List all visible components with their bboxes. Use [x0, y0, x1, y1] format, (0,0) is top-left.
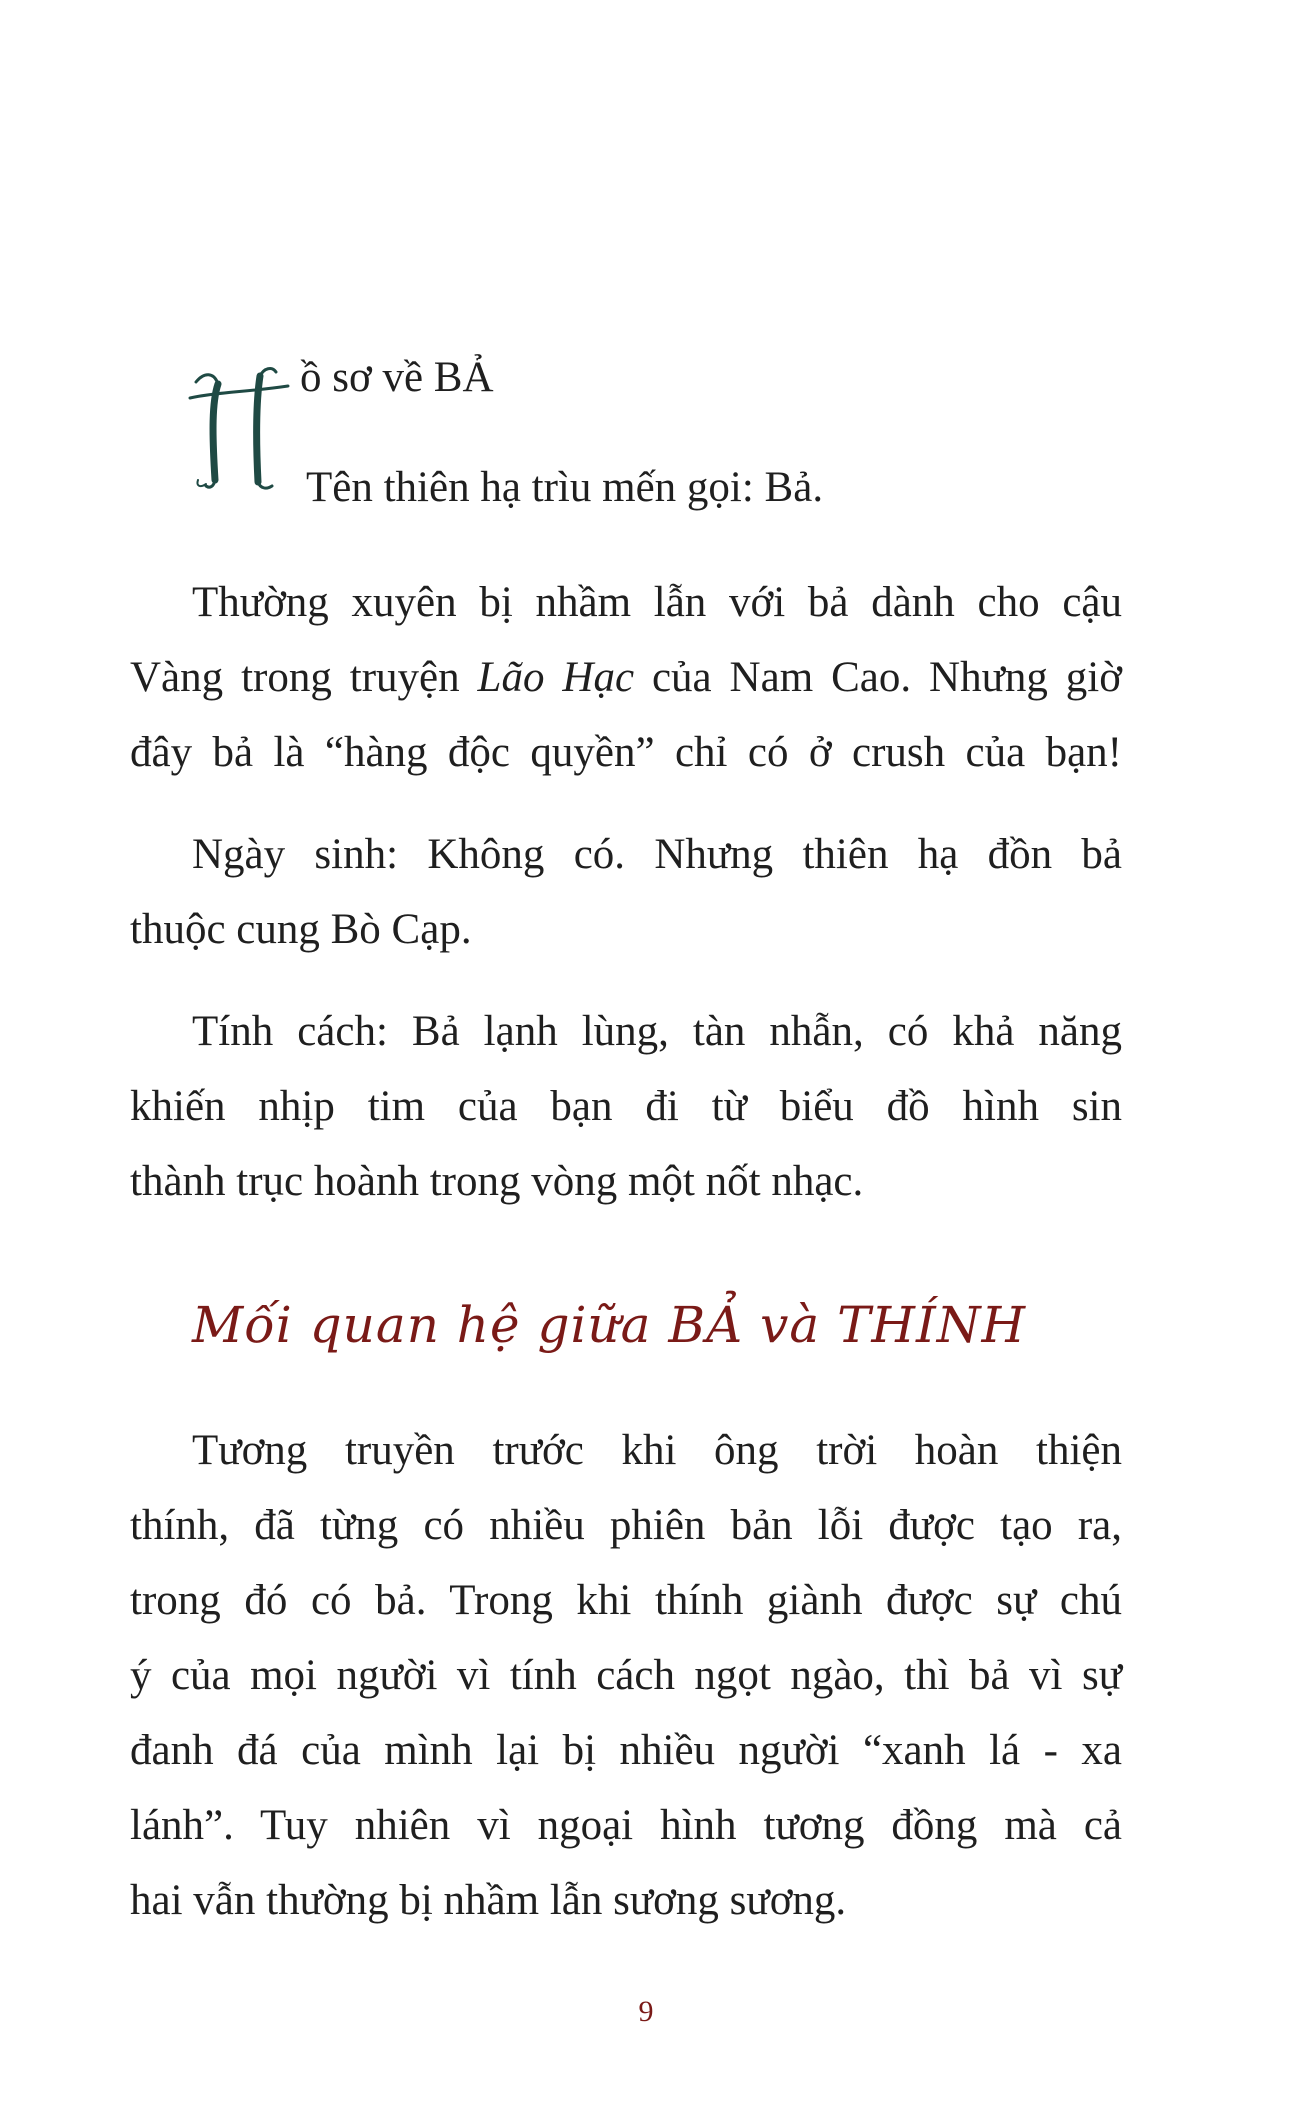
- drop-cap-letter: [88, 262, 294, 492]
- paragraph-confused: [130, 565, 1122, 790]
- text-line: hai vẫn thường bị nhầm lẫn sương sương.: [130, 1877, 847, 1924]
- text-line: đây bả là “hàng độc quyền” chỉ có ở crush của bạn!: [130, 729, 1122, 776]
- paragraph-relationship: [130, 1413, 1122, 1938]
- text-line: ý của mọi người vì tính cách ngọt ngào, thì bả vì sự: [130, 1652, 1122, 1699]
- text-line: khiến nhịp tim của bạn đi từ biểu đồ hình sin: [130, 1083, 1122, 1130]
- text-line: đanh đá của mình lại bị nhiều người “xanh lá - xa: [130, 1727, 1122, 1774]
- text-line: thính, đã từng có nhiều phiên bản lỗi được tạo ra,: [130, 1502, 1122, 1549]
- text-span: của Nam Cao. Nhưng giờ: [634, 654, 1122, 701]
- section-heading: Mối quan hệ giữa BẢ và THÍNH: [192, 1296, 1027, 1354]
- paragraph-birthday: [130, 817, 1122, 967]
- text-line: Ngày sinh: Không có. Nhưng thiên hạ đồn bả: [192, 831, 1122, 878]
- page-number: 9: [638, 1995, 654, 2028]
- text-line: thành trục hoành trong vòng một nốt nhạc.: [130, 1158, 864, 1205]
- text-line: Tương truyền trước khi ông trời hoàn thiện: [192, 1427, 1122, 1474]
- profile-title: ồ sơ về BẢ: [300, 354, 494, 401]
- text-line: lánh”. Tuy nhiên vì ngoại hình tương đồng mà cả: [130, 1802, 1122, 1849]
- paragraph-personality: [130, 994, 1122, 1219]
- svg-text:H: H: [88, 262, 89, 263]
- text-line: Tính cách: Bả lạnh lùng, tàn nhẫn, có khả năng: [192, 1008, 1122, 1055]
- profile-nickname: Tên thiên hạ trìu mến gọi: Bả.: [306, 464, 824, 511]
- text-span: Vàng trong truyện: [130, 654, 478, 701]
- text-line: [130, 640, 1122, 715]
- text-line: Thường xuyên bị nhầm lẫn với bả dành cho cậu: [192, 579, 1122, 626]
- text-line: thuộc cung Bò Cạp.: [130, 906, 472, 953]
- text-line: trong đó có bả. Trong khi thính giành được sự chú: [130, 1577, 1122, 1624]
- book-title: Lão Hạc: [477, 654, 635, 701]
